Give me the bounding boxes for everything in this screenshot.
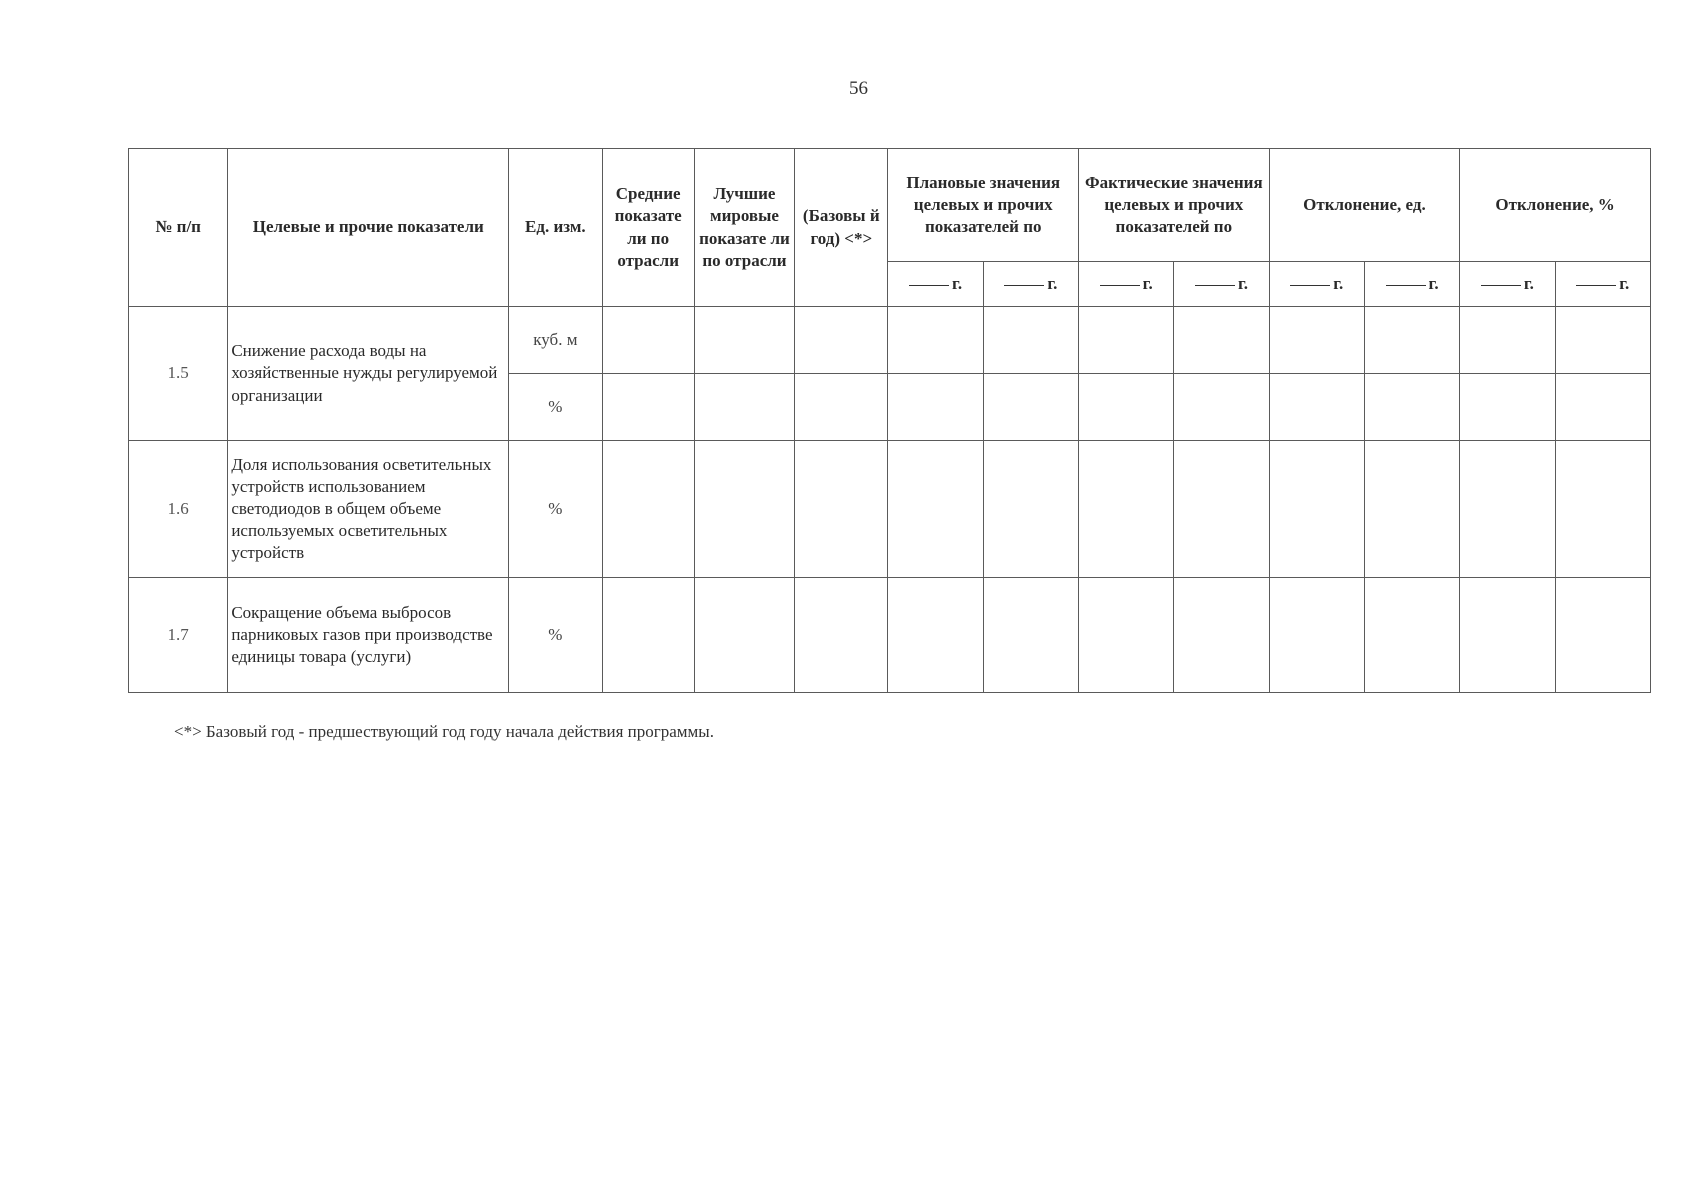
empty-cell xyxy=(795,578,888,693)
empty-cell xyxy=(602,441,694,578)
year-cell: г. xyxy=(1269,262,1364,307)
empty-cell xyxy=(602,307,694,374)
unit-cell: % xyxy=(509,578,602,693)
empty-cell xyxy=(602,374,694,441)
indicator-name: Сокращение объема выбросов парниковых газов при производстве единицы товара (услуги) xyxy=(228,578,509,693)
empty-cell xyxy=(983,374,1078,441)
unit-cell: % xyxy=(509,441,602,578)
empty-cell xyxy=(1174,374,1269,441)
empty-cell xyxy=(795,441,888,578)
empty-cell xyxy=(1269,307,1364,374)
empty-cell xyxy=(1555,307,1650,374)
header-row xyxy=(129,149,1651,262)
header-actual: Фактические значения целевых и прочих показателей по xyxy=(1079,149,1270,262)
header-num: № п/п xyxy=(129,149,228,307)
empty-cell xyxy=(1364,441,1459,578)
empty-cell xyxy=(694,307,794,374)
empty-cell xyxy=(1460,307,1555,374)
indicator-name: Снижение расхода воды на хозяйственные нужды регулируемой организации xyxy=(228,307,509,441)
empty-cell xyxy=(888,307,983,374)
empty-cell xyxy=(1079,441,1174,578)
empty-cell xyxy=(694,578,794,693)
header-unit: Ед. изм. xyxy=(509,149,602,307)
year-cell: г. xyxy=(1174,262,1269,307)
empty-cell xyxy=(1079,374,1174,441)
empty-cell xyxy=(1364,374,1459,441)
empty-cell xyxy=(1460,441,1555,578)
empty-cell xyxy=(983,578,1078,693)
empty-cell xyxy=(1269,441,1364,578)
empty-cell xyxy=(983,441,1078,578)
table-row xyxy=(129,307,1651,374)
header-planned: Плановые значения целевых и прочих показателей по xyxy=(888,149,1079,262)
header-best-world: Лучшие мировые показате ли по отрасли xyxy=(694,149,794,307)
row-number: 1.7 xyxy=(129,578,228,693)
empty-cell xyxy=(1555,441,1650,578)
page-number: 56 xyxy=(849,78,868,99)
empty-cell xyxy=(888,441,983,578)
table-row xyxy=(129,441,1651,578)
empty-cell xyxy=(1555,578,1650,693)
empty-cell xyxy=(1364,307,1459,374)
empty-cell xyxy=(694,374,794,441)
header-deviation-units: Отклонение, ед. xyxy=(1269,149,1460,262)
unit-cell: % xyxy=(509,374,602,441)
empty-cell xyxy=(1174,307,1269,374)
row-number: 1.6 xyxy=(129,441,228,578)
indicator-name: Доля использования осветительных устройств использованием светодиодов в общем объеме используемых осветительных устройств xyxy=(228,441,509,578)
table-row xyxy=(129,578,1651,693)
header-base-year: (Базовы й год) <*> xyxy=(795,149,888,307)
header-avg-industry: Средние показате ли по отрасли xyxy=(602,149,694,307)
empty-cell xyxy=(1079,307,1174,374)
year-cell: г. xyxy=(1364,262,1459,307)
empty-cell xyxy=(694,441,794,578)
year-cell: г. xyxy=(1079,262,1174,307)
empty-cell xyxy=(1174,441,1269,578)
unit-cell: куб. м xyxy=(509,307,602,374)
empty-cell xyxy=(888,578,983,693)
year-cell: г. xyxy=(1460,262,1555,307)
row-number: 1.5 xyxy=(129,307,228,441)
indicators-table xyxy=(128,148,1651,693)
empty-cell xyxy=(1460,374,1555,441)
empty-cell xyxy=(1460,578,1555,693)
empty-cell xyxy=(1079,578,1174,693)
year-cell: г. xyxy=(888,262,983,307)
empty-cell xyxy=(1269,578,1364,693)
empty-cell xyxy=(1269,374,1364,441)
empty-cell xyxy=(1364,578,1459,693)
empty-cell xyxy=(602,578,694,693)
empty-cell xyxy=(1555,374,1650,441)
empty-cell xyxy=(795,307,888,374)
footnote: <*> Базовый год - предшествующий год году начала действия программы. xyxy=(174,722,714,741)
year-cell: г. xyxy=(1555,262,1650,307)
empty-cell xyxy=(795,374,888,441)
year-cell: г. xyxy=(983,262,1078,307)
empty-cell xyxy=(983,307,1078,374)
empty-cell xyxy=(888,374,983,441)
header-deviation-percent: Отклонение, % xyxy=(1460,149,1651,262)
empty-cell xyxy=(1174,578,1269,693)
header-indicators: Целевые и прочие показатели xyxy=(228,149,509,307)
